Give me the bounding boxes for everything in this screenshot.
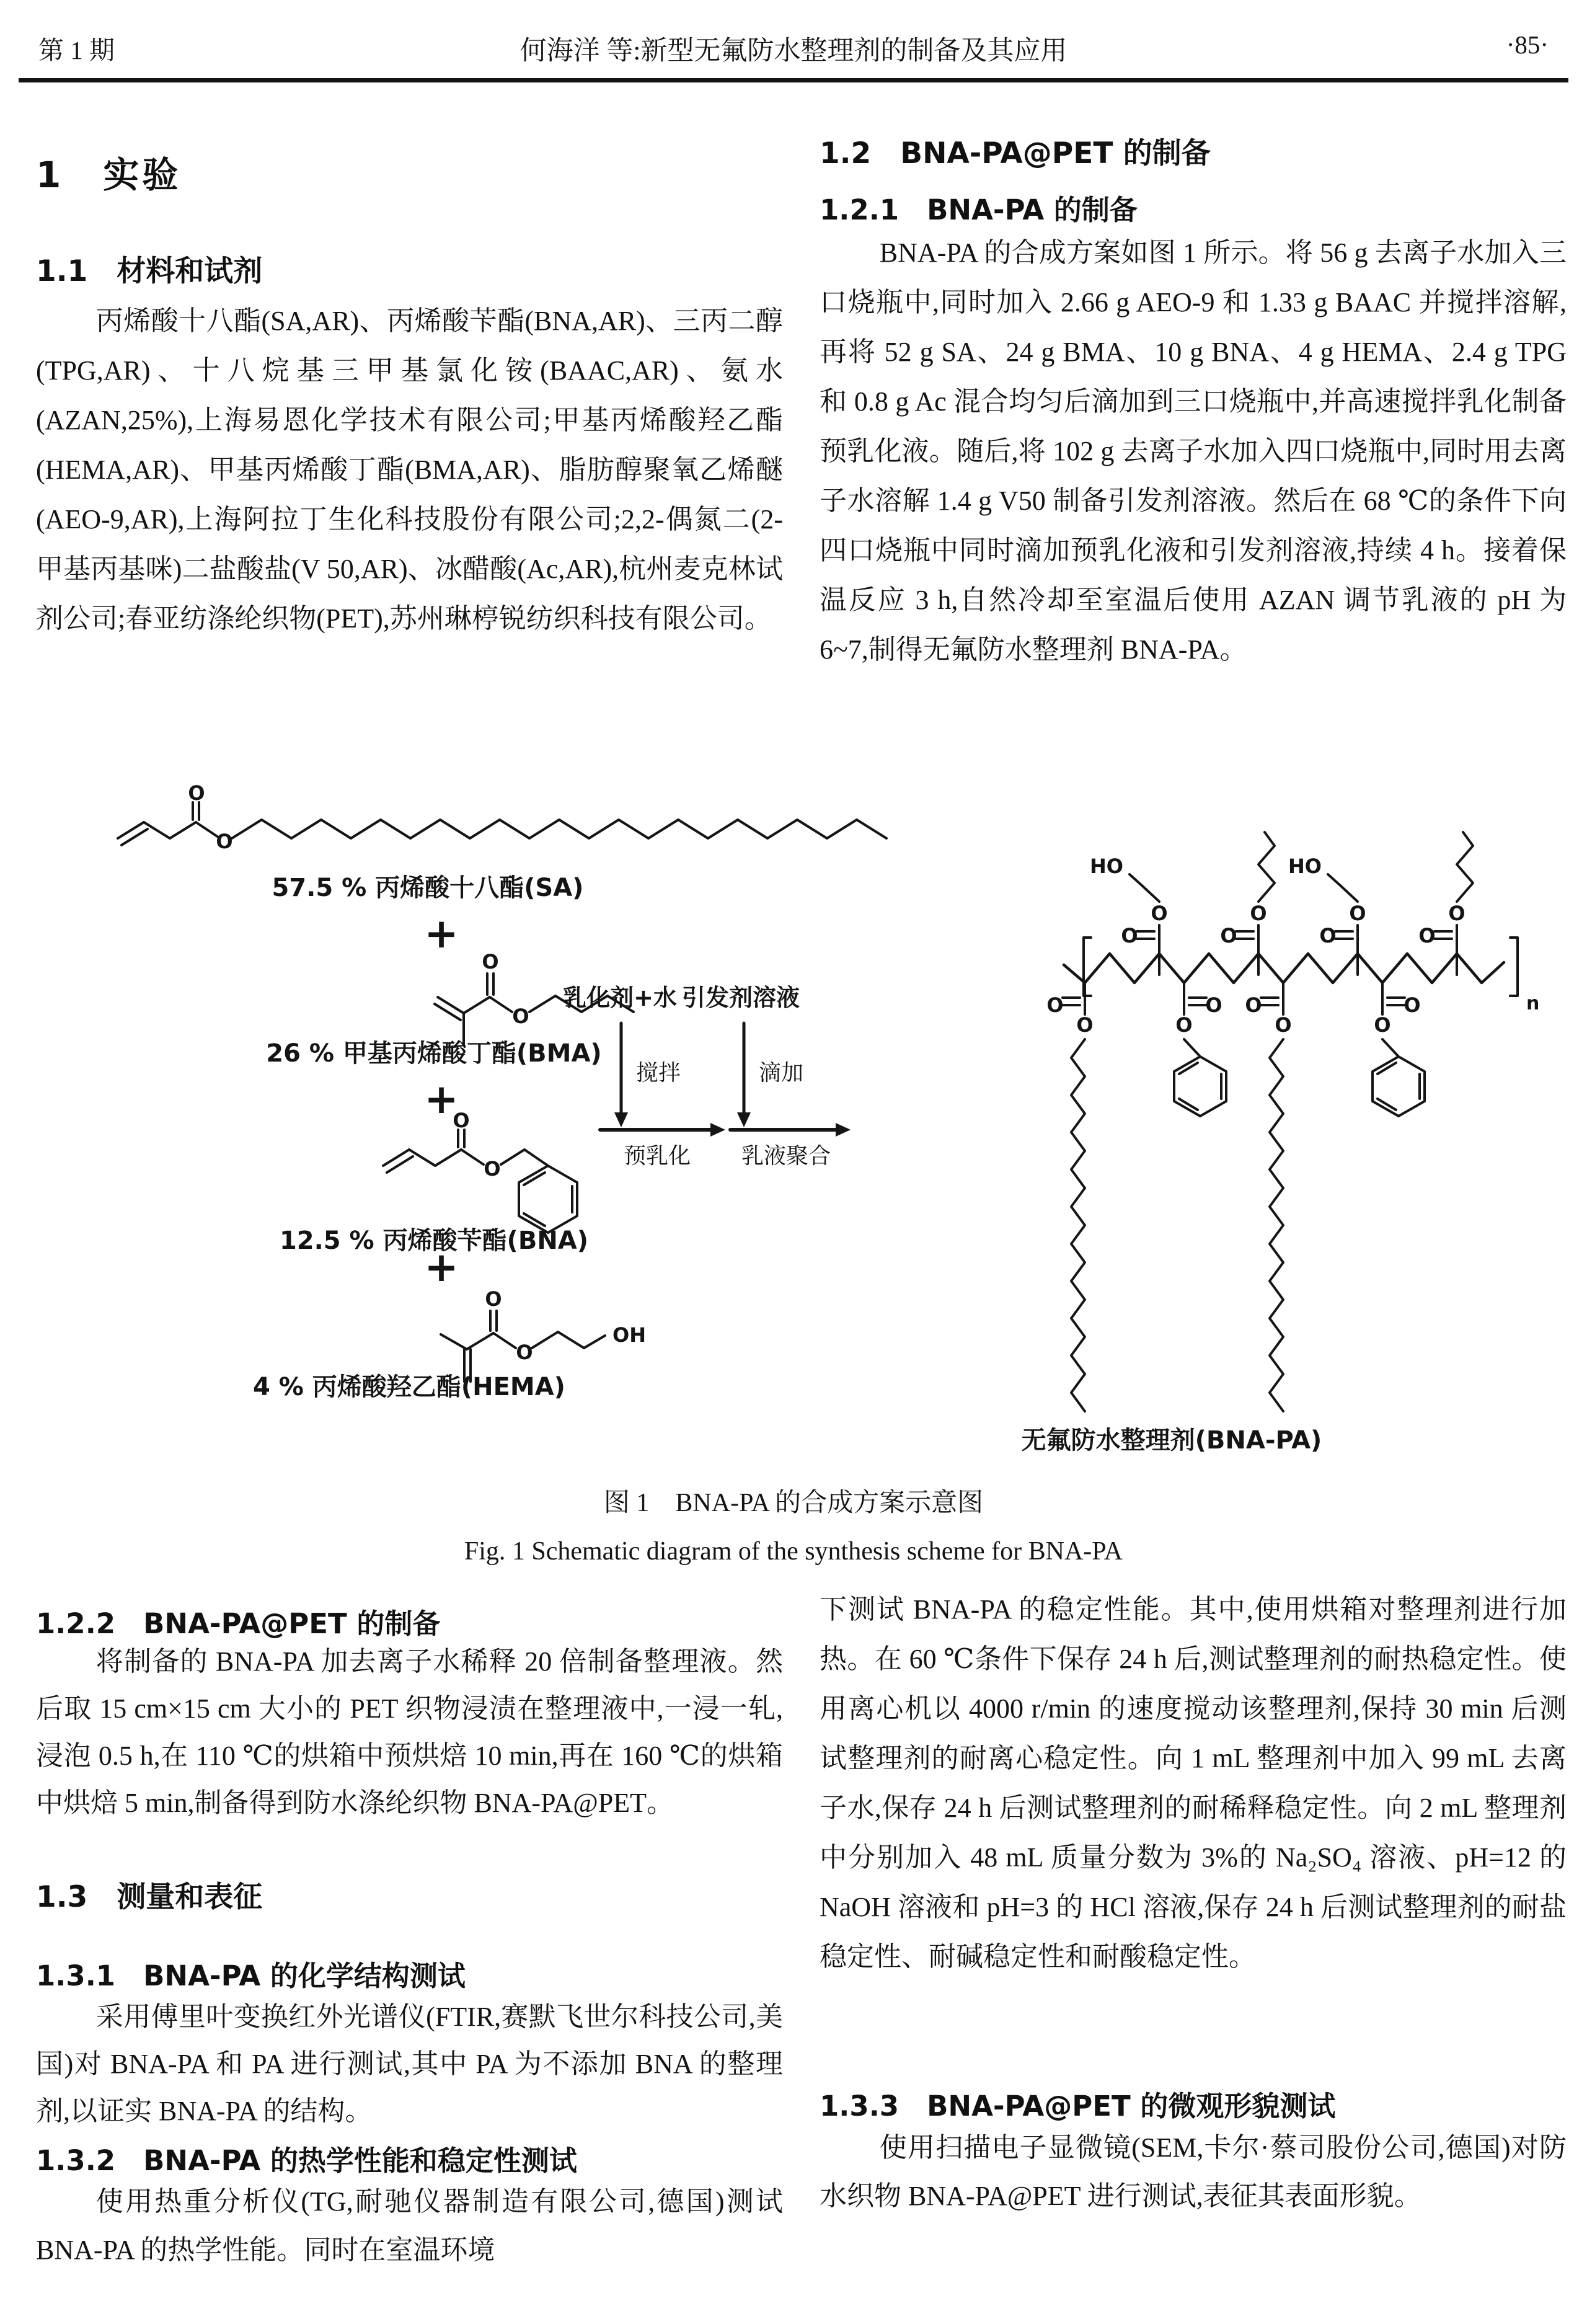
hema-carbonyl-o-label: O (485, 1287, 502, 1311)
polymer-o-label: O (1121, 924, 1138, 947)
sa-carbonyl-o-label: O (188, 781, 205, 805)
step1-input-label: 乳化剂+水 (563, 984, 677, 1011)
polymer-o-label: O (1220, 924, 1237, 947)
sa-ester-o-label: O (216, 830, 233, 853)
section-1-3-1-heading: 1.3.1 BNA-PA 的化学结构测试 (36, 1959, 466, 1992)
polymer-o-label: O (1076, 1013, 1094, 1037)
paragraph-ftir-test: 采用傅里叶变换红外光谱仪(FTIR,赛默飞世尔科技公司,美国)对 BNA-PA 和 PA 进行测试,其中 PA 为不添加 BNA 的整理剂,以证实 BNA-PA 的结构。 (36, 2002, 783, 2126)
hema-monomer-label: 4 % 丙烯酸羟乙酯(HEMA) (253, 1373, 565, 1401)
step2-result-label: 乳液聚合 (741, 1143, 831, 1169)
sa-monomer-label: 57.5 % 丙烯酸十八酯(SA) (272, 874, 584, 902)
polymer-o-label: O (1245, 993, 1262, 1017)
paragraph-thermal-left: 使用热重分析仪(TG,耐驰仪器制造有限公司,德国)测试 BNA-PA 的热学性能。同时在室温环境 (36, 2186, 783, 2265)
bna-monomer-label: 12.5 % 丙烯酸苄酯(BNA) (279, 1226, 589, 1255)
paragraph-sem-test: 使用扫描电子显微镜(SEM,卡尔·蔡司股份公司,德国)对防水织物 BNA-PA@PET 进行测试,表征其表面形貌。 (820, 2132, 1567, 2211)
section-1-2-1-heading: 1.2.1 BNA-PA 的制备 (820, 193, 1138, 226)
polymer-o-label: O (1404, 993, 1421, 1017)
polymer-o-label: O (1418, 924, 1436, 947)
paragraph-bnapa-synthesis: BNA-PA 的合成方案如图 1 所示。将 56 g 去离子水加入三口烧瓶中,同时加入 2.66 g AEO-9 和 1.33 g BAAC 并搅拌溶解,再将 52 g SA、24 g BMA、10 g BNA、4 g HEMA、2.4 g TPG 和 0.8 g Ac 混合均匀后滴加到三口烧瓶中,并高速搅拌乳化制备预乳化液。随后,将 102 g 去离子水加入四口烧瓶中,同时用去离子水溶解 1.4 g V50 制备引发剂溶液。然后在 68 ℃的条件下向四口烧瓶中同时滴加预乳化液和引发剂溶液,持续 4 h。接着保温反应 3 h,自然冷却至室温后使用 AZAN 调节乳液的 pH 为 6~7,制得无氟防水整理剂 BNA-PA。 (820, 237, 1567, 665)
polymer-o-label: O (1151, 902, 1168, 925)
step2-input-label: 引发剂溶液 (681, 984, 800, 1011)
polymer-o-label: O (1349, 902, 1366, 925)
section-1-2-heading: 1.2 BNA-PA@PET 的制备 (820, 136, 1211, 171)
polymer-o-label: O (1374, 1013, 1391, 1037)
figure-1-caption-en: Fig. 1 Schematic diagram of the synthesis scheme for BNA-PA (464, 1537, 1123, 1566)
bna-carbonyl-o-label: O (453, 1109, 470, 1132)
polymer-o-label: O (1275, 1013, 1292, 1037)
hema-oh-label: OH (612, 1323, 646, 1347)
plus-sign-2: + (424, 1075, 459, 1123)
header-page-number: ·85· (1506, 30, 1549, 59)
step1-result-label: 预乳化 (623, 1143, 691, 1169)
polymer-repeat-n-label: n (1526, 993, 1540, 1014)
polymer-ho-label-1: HO (1090, 854, 1123, 878)
step1-arrow-label: 搅拌 (636, 1060, 681, 1086)
bma-monomer-label: 26 % 甲基丙烯酸丁酯(BMA) (266, 1039, 602, 1068)
polymer-ho-label-2: HO (1288, 854, 1322, 878)
polymer-o-label: O (1046, 993, 1064, 1017)
header-issue: 第 1 期 (38, 36, 115, 64)
hema-ester-o-label: O (516, 1341, 533, 1364)
plus-sign-3: + (424, 1243, 459, 1291)
figure-1-synthesis-scheme (0, 781, 1587, 1457)
step2-arrow-label: 滴加 (759, 1060, 804, 1086)
figure-1-caption-zh: 图 1 BNA-PA 的合成方案示意图 (603, 1489, 984, 1517)
paragraph-bnapa-pet-prep: 将制备的 BNA-PA 加去离子水稀释 20 倍制备整理液。然后取 15 cm×15 cm 大小的 PET 织物浸渍在整理液中,一浸一轧,浸泡 0.5 h,在 110 ℃的烘箱中预烘焙 10 min,再在 160 ℃的烘箱中烘焙 5 min,制备得到防水涤纶织物 BNA-PA@PET。 (36, 1646, 783, 1818)
section-1-3-heading: 1.3 测量和表征 (36, 1880, 263, 1914)
section-1-2-2-heading: 1.2.2 BNA-PA@PET 的制备 (36, 1607, 441, 1640)
sa-structure (118, 802, 886, 845)
section-1-3-3-heading: 1.3.3 BNA-PA@PET 的微观形貌测试 (820, 2090, 1336, 2122)
polymer-o-label: O (1250, 902, 1267, 925)
bma-ester-o-label: O (512, 1005, 529, 1028)
paragraph-materials: 丙烯酸十八酯(SA,AR)、丙烯酸苄酯(BNA,AR)、三丙二醇(TPG,AR)、十八烷基三甲基氯化铵(BAAC,AR)、氨水(AZAN,25%),上海易恩化学技术有限公司;甲基丙烯酸羟乙酯(HEMA,AR)、甲基丙烯酸丁酯(BMA,AR)、脂肪醇聚氧乙烯醚(AEO-9,AR),上海阿拉丁生化科技股份有限公司;2,2-偶氮二(2-甲基丙基咪)二盐酸盐(V 50,AR)、冰醋酸(Ac,AR),杭州麦克林试剂公司;春亚纺涤纶织物(PET),苏州琳楟锐纺织科技有限公司。 (36, 306, 783, 634)
polymer-o-label: O (1448, 902, 1465, 925)
bna-structure (383, 1130, 577, 1233)
polymer-o-label: O (1175, 1013, 1193, 1037)
header-running-title: 何海洋 等:新型无氟防水整理剂的制备及其应用 (519, 37, 1068, 66)
plus-sign-1: + (424, 910, 459, 957)
polymer-o-label: O (1205, 993, 1222, 1017)
section-1-heading: 1 实验 (36, 154, 182, 196)
header-rule (19, 78, 1568, 82)
section-1-3-2-heading: 1.3.2 BNA-PA 的热学性能和稳定性测试 (36, 2144, 577, 2177)
bna-ester-o-label: O (484, 1157, 501, 1181)
product-label: 无氟防水整理剂(BNA-PA) (1021, 1426, 1322, 1455)
bma-carbonyl-o-label: O (482, 950, 499, 974)
paragraph-thermal-right: 下测试 BNA-PA 的稳定性能。其中,使用烘箱对整理剂进行加热。在 60 ℃条件下保存 24 h 后,测试整理剂的耐热稳定性。使用离心机以 4000 r/min 的速度搅动该整理剂,保持 30 min 后测试整理剂的耐离心稳定性。向 1 mL 整理剂中加入 99 mL 去离子水,保存 24 h 后测试整理剂的耐稀释稳定性。向 2 mL 整理剂中分别加入 48 mL 质量分数为 3%的 Na₂SO₄ 溶液、pH=12 的 NaOH 溶液和 pH=3 的 HCl 溶液,保存 24 h 后测试整理剂的耐盐稳定性、耐碱稳定性和耐酸稳定性。 (820, 1594, 1567, 1972)
section-1-1-heading: 1.1 材料和试剂 (36, 254, 263, 288)
polymer-o-label: O (1319, 924, 1337, 947)
